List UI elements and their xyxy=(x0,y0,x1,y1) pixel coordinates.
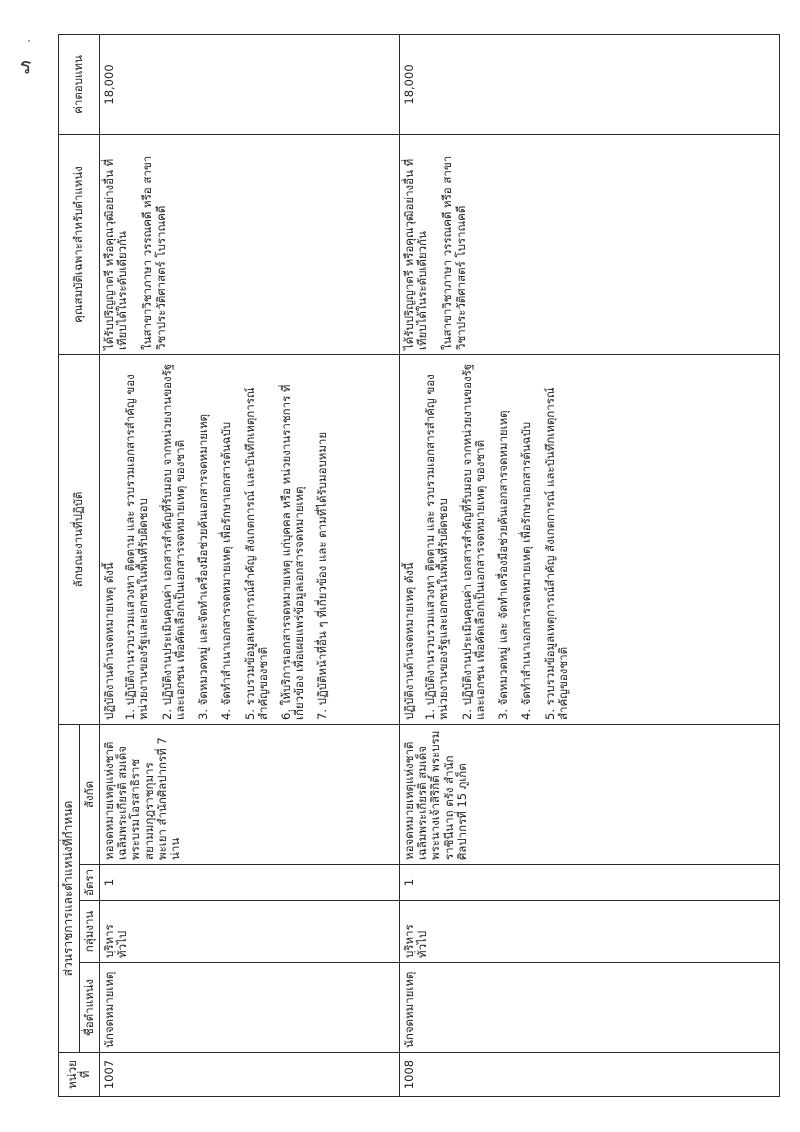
row-affiliation: หอจดหมายเหตุแห่งชาติ เฉลิมพระเกียรติ สมเด็จพระนางเจ้าสิริกิติ์ พระบรมราชินีนาถ ตรัง สำนักศิลปากรที่ 15 ภูเก็ต xyxy=(400,724,780,864)
qualification-item: ในสาขาวิชาภาษา วรรณคดี หรือ สาขาวิชาประวัติศาสตร์ โบราณคดี xyxy=(140,155,168,350)
header-unit: หน่วย xyxy=(64,1060,79,1089)
positions-table xyxy=(58,34,780,1097)
duty-item: 2. ปฏิบัติงานประเมินคุณค่า เอกสารสำคัญที่รับมอบ จากหน่วยงานของรัฐและเอกชน เพื่อคัดเลือกเป็นเอกสารจดหมายเหตุ ของชาติ xyxy=(459,363,487,720)
header-duties: ลักษณะงานที่ปฏิบัติ xyxy=(59,354,100,724)
header-affiliation: สังกัด xyxy=(79,724,99,864)
row-qualifications xyxy=(100,134,400,354)
qualification-item: ได้รับปริญญาตรี หรือคุณวุฒิอย่างอื่น ที่เทียบได้ในระดับเดียวกัน xyxy=(102,158,130,350)
header-section: ส่วนราชการและตำแหน่งที่กำหนด xyxy=(59,724,80,1052)
duty-item: ปฏิบัติงานด้านจดหมายเหตุ ดังนี้ xyxy=(102,562,117,720)
row-pay: 18,000 xyxy=(400,34,780,134)
duty-item: 1. ปฏิบัติงานรวบรวมแสวงหา ติดตาม และ รวบรวมเอกสารสำคัญ ของหน่วยงานของรัฐและเอกชนในพื้นที่รับผิดชอบ xyxy=(423,374,451,720)
duty-item: 7. ปฏิบัติหน้าที่อื่น ๆ ที่เกี่ยวข้อง และ ตามที่ได้รับมอบหมาย xyxy=(315,431,330,720)
row-number: 1007 xyxy=(100,1053,400,1097)
qualification-item: ได้รับปริญญาตรี หรือคุณวุฒิอย่างอื่น ที่เทียบได้ในระดับเดียวกัน xyxy=(402,158,430,350)
row-duties xyxy=(100,354,400,724)
qualification-item: ในสาขาวิชาภาษา วรรณคดี หรือ สาขาวิชาประวัติศาสตร์ โบราณคดี xyxy=(440,155,468,350)
row-group: บริหารทั่วไป xyxy=(400,901,780,963)
duty-item: 2. ปฏิบัติงานประเมินคุณค่า เอกสารสำคัญที่รับมอบ จากหน่วยงานของรัฐและเอกชน เพื่อคัดเลือกเป็นเอกสารจดหมายเหตุ ของชาติ xyxy=(159,363,187,720)
header-qualifications: คุณสมบัติเฉพาะสำหรับตำแหน่ง xyxy=(59,134,100,354)
duty-item: ปฏิบัติงานด้านจดหมายเหตุ ดังนี้ xyxy=(402,562,417,720)
duty-item: 1. ปฏิบัติงานรวบรวมแสวงหา ติดตาม และ รวบรวมเอกสารสำคัญ ของหน่วยงานของรัฐและเอกชนในพื้นที่รับผิดชอบ xyxy=(123,374,151,720)
duty-item: 3. จัดหมวดหมู่ และ จัดทำเครื่องมือช่วยค้นเอกสารจดหมายเหตุ xyxy=(496,410,511,720)
scan-speck xyxy=(28,40,30,42)
row-quota: 1 xyxy=(400,865,780,901)
duty-item: 6. ให้บริการเอกสารจดหมายเหตุ แก่บุคคล หรือ หน่วยงานราชการ ที่เกี่ยวข้อง เพื่อเผยแพร่ข้อมูลเอกสารจดหมายเหตุ xyxy=(278,384,307,720)
table-row xyxy=(100,34,400,1096)
header-row-1 xyxy=(59,34,80,1096)
table-row xyxy=(400,34,780,1096)
header-group: กลุ่มงาน xyxy=(79,901,99,963)
duty-item: 5. รวบรวมข้อมูลเหตุการณ์สำคัญ สังเกตการณ์ และบันทึกเหตุการณ์ สำคัญของชาติ xyxy=(542,387,570,720)
header-pay: ค่าตอบแทน xyxy=(59,34,100,134)
row-position: นักจดหมายเหตุ xyxy=(400,963,780,1053)
duty-item: 3. จัดหมวดหมู่ และจัดทำเครื่องมือช่วยค้นเอกสารจดหมายเหตุ xyxy=(196,414,211,720)
header-quota: อัตรา xyxy=(79,865,99,901)
row-qualifications xyxy=(400,134,780,354)
duty-item: 5. รวบรวมข้อมูลเหตุการณ์สำคัญ สังเกตการณ์ และบันทึกเหตุการณ์ สำคัญของชาติ xyxy=(242,387,270,720)
row-number: 1008 xyxy=(400,1053,780,1097)
duty-item: 4. จัดทำสำเนาเอกสารจดหมายเหตุ เพื่อรักษาเอกสารต้นฉบับ xyxy=(519,421,534,720)
header-no: ที่ xyxy=(78,1070,92,1079)
row-quota: 1 xyxy=(100,865,400,901)
row-pay: 18,000 xyxy=(100,34,400,134)
page-number: ร xyxy=(19,54,32,80)
row-position: นักจดหมายเหตุ xyxy=(100,963,400,1053)
header-position: ชื่อตำแหน่ง xyxy=(79,963,99,1053)
row-group: บริหารทั่วไป xyxy=(100,901,400,963)
row-duties xyxy=(400,354,780,724)
row-affiliation: หอจดหมายเหตุแห่งชาติ เฉลิมพระเกียรติ สมเด็จพระบรมโอรสาธิราช สยามมกุฎราชกุมาร พะเยา สำนักศิลปากรที่ 7 น่าน xyxy=(100,724,400,864)
header-unit-no xyxy=(59,1053,100,1097)
duty-item: 4. จัดทำสำเนาเอกสารจดหมายเหตุ เพื่อรักษาเอกสารต้นฉบับ xyxy=(219,421,234,720)
